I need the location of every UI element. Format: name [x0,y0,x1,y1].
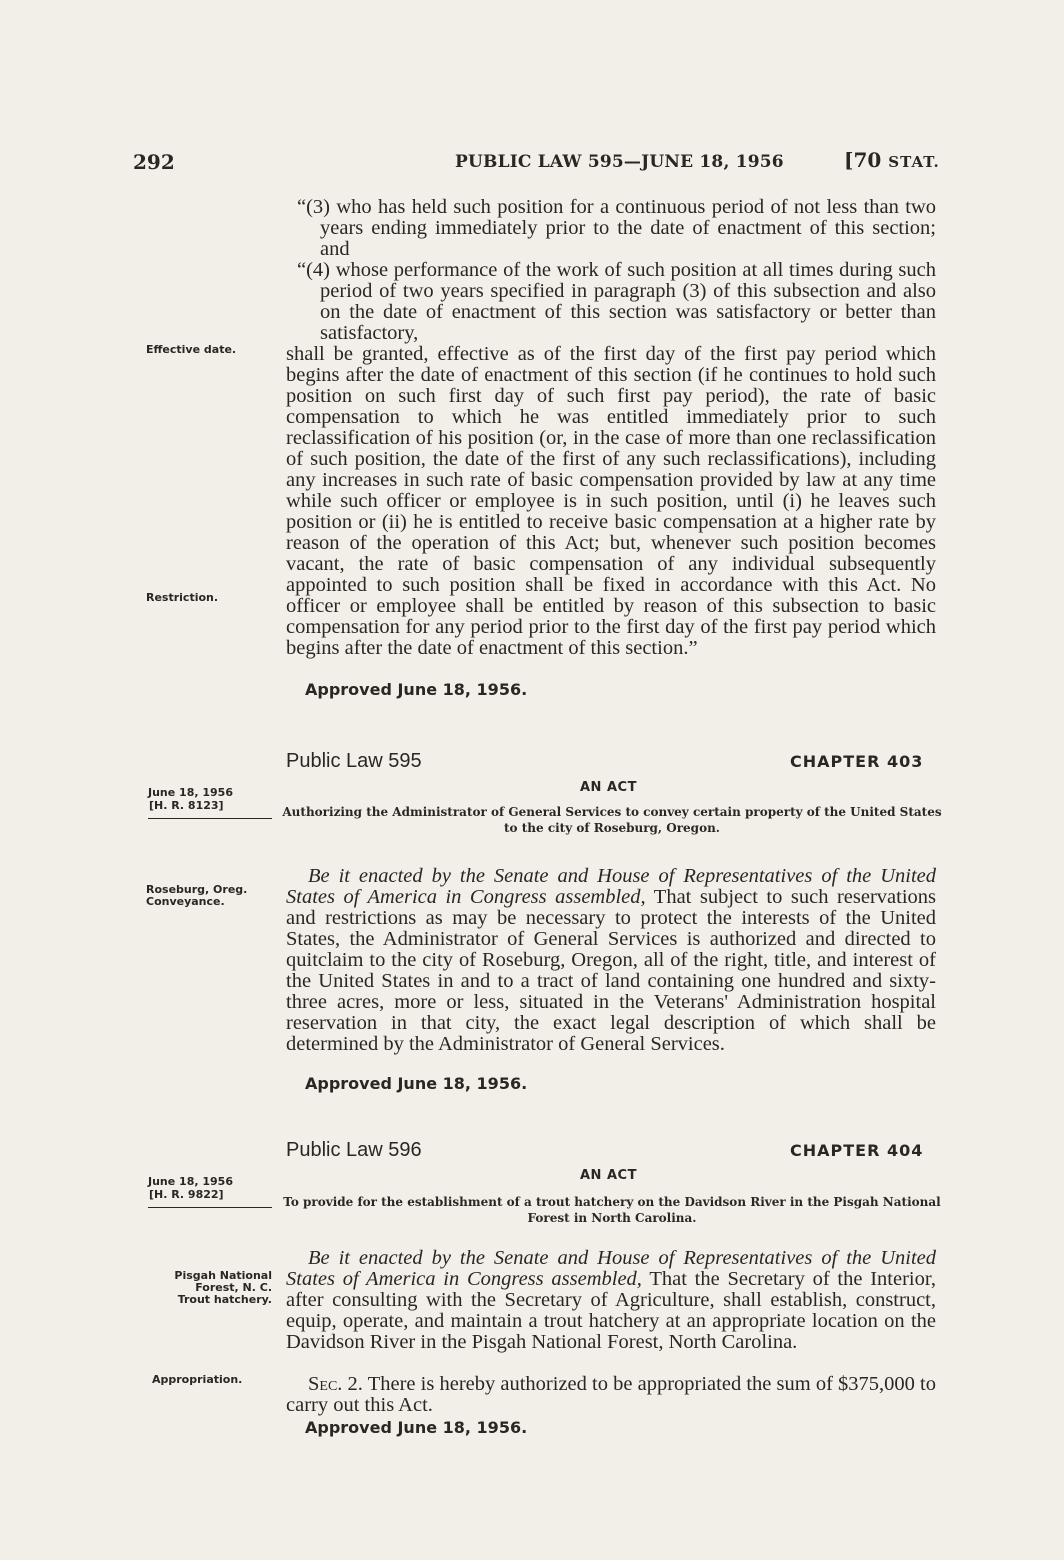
public-law-595-heading: Public Law 595 [286,750,422,772]
margin-note-pisgah-line2: Forest, N. C. [195,1281,272,1294]
law596-enacting-clause: Be it enacted by the Senate and House of Representatives of the United States of America in Congress assembled, [286,1247,936,1290]
stat-volume: [70 [844,148,882,172]
law596-bill-number: [H. R. 9822] [149,1188,224,1201]
chapter-404: CHAPTER 404 [790,1141,924,1160]
law595-bill-number: [H. R. 8123] [149,799,224,812]
sec2-label: Sec. 2. [308,1373,363,1395]
paragraph-4: “(4) whose performance of the work of such position at all times during such period of two years specified in paragraph (3) of this subsection and also on the date of enactment of this section was satisfactory or better than satisfactory, [297,259,936,344]
margin-note-pisgah [140,1270,272,1306]
paragraph-3: “(3) who has held such position for a continuous period of not less than two years ending immediately prior to the date of enactment of this section; and [297,196,936,260]
margin-note-roseburg [146,884,247,908]
law595-date: June 18, 1956 [148,786,233,799]
an-act-596: AN ACT [580,1168,637,1183]
law595-summary: Authorizing the Administrator of General Services to convey certain property of the United States to the city of Roseburg, Oregon. [282,805,942,835]
approved-date-3: Approved June 18, 1956. [305,1418,528,1437]
approved-date-2: Approved June 18, 1956. [305,1074,528,1093]
main-paragraph: shall be granted, effective as of the first day of the first pay period which begins after the date of enactment of this section (if he continues to hold such position on such first day of such first pay period), the rate of basic compensation to which he was entitled immediately prior to such reclassification of his position (or, in the case of more than one reclassification of such position, the date of the first of any such reclassifications), including any increases in such rate of basic compensation provided by law at any time while such officer or employee is in such position, until (i) he leaves such position or (ii) he is entitled to receive basic compensation at a higher rate by reason of the operation of this Act; but, whenever such position becomes vacant, the rate of basic compensation of any individual subsequently appointed to such position shall be fixed in accordance with this Act. No officer or employee shall be entitled by reason of this subsection to basic compensation for any period prior to the first day of the first pay period which begins after the date of enactment of this section.” [286,343,936,659]
law596-body: That the Secretary of the Interior, after consulting with the Secretary of Agriculture, shall establish, construct, equip, operate, and maintain a trout hatchery at an appropriate location on the Davidson River in the Pisgah National Forest, North Carolina. [286,1268,936,1353]
page-number: 292 [133,150,175,174]
margin-note-effective-date: Effective date. [146,343,237,356]
margin-note-appropriation: Appropriation. [152,1373,243,1386]
law596-summary: To provide for the establishment of a trout hatchery on the Davidson River in the Pisgah National Forest in North Carolina. [283,1195,941,1225]
margin-note-pisgah-line1: Pisgah National [174,1269,272,1282]
an-act-595: AN ACT [580,780,637,795]
margin-note-pisgah-line3: Trout hatchery. [177,1293,272,1306]
law596-sec2 [286,1374,936,1416]
law595-enacting-clause: Be it enacted by the Senate and House of Representatives of the United States of America in Congress assembled, [286,865,936,908]
law596-rule [148,1207,272,1208]
law596-date: June 18, 1956 [148,1175,233,1188]
law595-rule [148,818,272,819]
stat-label: STAT. [888,153,940,171]
approved-date-1: Approved June 18, 1956. [305,680,528,699]
margin-note-restriction: Restriction. [146,591,219,604]
margin-note-roseburg-line1: Roseburg, Oreg. [146,883,248,896]
law595-text [286,866,936,1055]
law596-text [286,1248,936,1353]
chapter-403: CHAPTER 403 [790,752,924,771]
running-title: PUBLIC LAW 595—JUNE 18, 1956 [455,152,784,172]
margin-note-roseburg-line2: Conveyance. [146,895,225,908]
public-law-596-heading: Public Law 596 [286,1139,422,1161]
stat-reference [844,148,940,172]
law595-body: That subject to such reservations and restrictions as may be necessary to protect the interests of the United States, the Administrator of General Services is authorized and directed to quitclaim to the city of Roseburg, Oregon, all of the right, title, and interest of the United States in and to a tract of land containing one hundred and sixty-three acres, more or less, situated in the Veterans' Administration hospital reservation in that city, the exact legal description of which shall be determined by the Administrator of General Services. [286,886,936,1055]
sec2-body: There is hereby authorized to be appropriated the sum of $375,000 to carry out this Act. [286,1373,936,1416]
